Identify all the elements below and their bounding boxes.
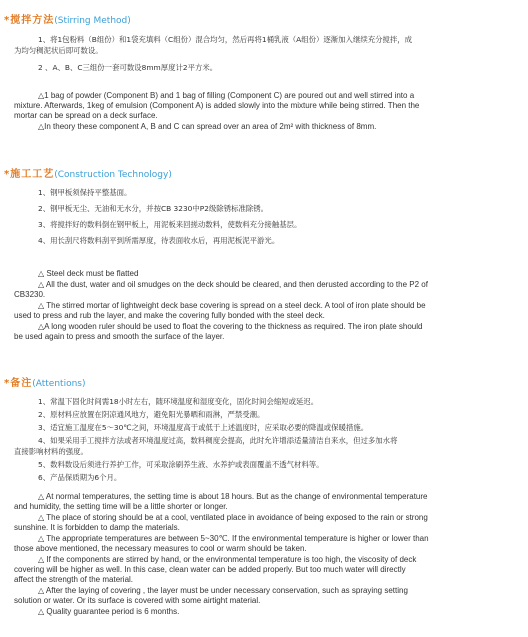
attentions-cn-3: 3、适宜施工温度在5～30℃之间，环境温度高于或低于上述温度时，应采取必要的降温或保暖措施。 [38,423,369,432]
attentions-section-title [4,377,85,391]
construction-step-2: 2、钢甲板无尘、无油和无水分，并按CB 3230中P2级除锈标准除锈。 [38,204,269,213]
stirring-cn-line-3: 2 、A、B、C三组份一套可数设8mm厚度计2平方米。 [38,63,218,72]
attentions-cn-2: 2、原材料应放置在阴凉通风地方，避免阳光暴晒和雨淋，严禁受潮。 [38,410,265,419]
construction-en-3a: △ The stirred mortar of lightweight deck base covering is spread on a steel deck. A tool of iron plate should be [38,301,426,310]
attentions-cn-4b: 直接影响材料的强度。 [14,447,88,456]
attentions-en-3b: those above mentioned, the necessary measures to cool or warm should be taken. [14,544,307,553]
attentions-en-4c: affect the strength of the material. [14,575,134,584]
attentions-en-5b: solution or water. Or its surface is covered with some airtight material. [14,596,261,605]
construction-step-1: 1、钢甲板须保持平整基面。 [38,188,132,197]
attentions-title-cn: *备注 [4,378,33,389]
construction-step-3: 3、将搅拌好的数料倒在钢甲板上，用泥板来回搓动数料，使数料充分接触基层。 [38,220,302,229]
attentions-cn-4a: 4、如果采用手工搅拌方法或者环境温度过高，数料稠度会提高，此时允许增添适量清洁自来水，但过多加水将 [38,436,398,445]
attentions-en-2a: △ The place of storing should be at a cool, ventilated place in avoidance of being exposed to the rain or strong [38,513,428,522]
stirring-title-cn: *搅拌方法 [4,15,55,26]
stirring-cn-line-1: 1、将1包粉料（B组份）和1袋充填料（C组份）混合均匀，然后再将1桶乳液（A组份）逐渐加入继续充分搅拌，成 [38,35,413,44]
construction-en-4a: △A long wooden ruler should be used to float the covering to the thickness as required. The iron plate should [38,322,423,331]
stirring-en-line-3: mortar can be spread on a deck surface. [14,111,158,120]
stirring-en-line-1: △1 bag of powder (Component B) and 1 bag of filling (Component C) are poured out and well stirred into a [38,91,415,100]
attentions-en-5a: △ After the laying of covering , the layer must be under necessary conservation, such as spraying setting [38,586,408,595]
attentions-en-3a: △ The appropriate temperatures are between 5~30℃. If the environmental temperature is higher or lower than [38,534,429,543]
construction-step-4: 4、用长刮尺将数料刮平到所需厚度，待表面收水后，再用泥板泥平游光。 [38,236,280,245]
stirring-en-line-2: mixture. Afterwards, 1keg of emulsion (Component A) is added slowly into the mixture while being stirred. Then the [14,101,420,110]
attentions-title-en: (Attentions) [32,379,86,389]
construction-title-en: (Construction Technology) [54,170,172,180]
attentions-en-1b: and humidity, the setting time will be a little shorter or longer. [14,502,228,511]
attentions-en-4a: △ If the components are stirred by hand, or the environmental temperature is too high, the viscosity of deck [38,555,417,564]
attentions-cn-5: 5、数料数设后须进行养护工作，可采取涂刷养生液、水养护或表面覆盖不透气材料等。 [38,460,324,469]
stirring-title-en: (Stirring Method) [54,16,131,26]
attentions-cn-1: 1、常温下固化时间需18小时左右，随环境温度和湿度变化，固化时间会缩短或延迟。 [38,397,319,406]
construction-en-2b: CB3230. [14,290,46,299]
attentions-en-1a: △ At normal temperatures, the setting time is about 18 hours. But as the change of environmental temperature [38,492,428,501]
stirring-cn-line-2: 为均匀稠泥状后即可数设。 [14,46,103,55]
stirring-section-title [4,14,131,28]
stirring-en-line-4: △In theory these component A, B and C can spread over an area of 2m² with thickness of 8mm. [38,122,377,131]
attentions-en-2b: sunshine. It is forbidden to damp the materials. [14,523,180,532]
construction-title-cn: *施工工艺 [4,169,55,180]
construction-en-4b: be used again to press and smooth the surface of the layer. [14,332,225,341]
construction-en-1: △ Steel deck must be flatted [38,269,139,278]
attentions-en-4b: covering will be higher as well. In this case, clean water can be added properly. But too much water will directly [14,565,406,574]
attentions-en-6: △ Quality guarantee period is 6 months. [38,607,180,616]
construction-en-3b: used to press and rub the layer, and make the covering fully bonded with the steel deck. [14,311,325,320]
construction-section-title [4,168,172,182]
construction-en-2a: △ All the dust, water and oil smudges on the deck should be cleared, and then derusted according to the P2 of [38,280,428,289]
attentions-cn-6: 6、产品保质期为6个月。 [38,473,122,482]
